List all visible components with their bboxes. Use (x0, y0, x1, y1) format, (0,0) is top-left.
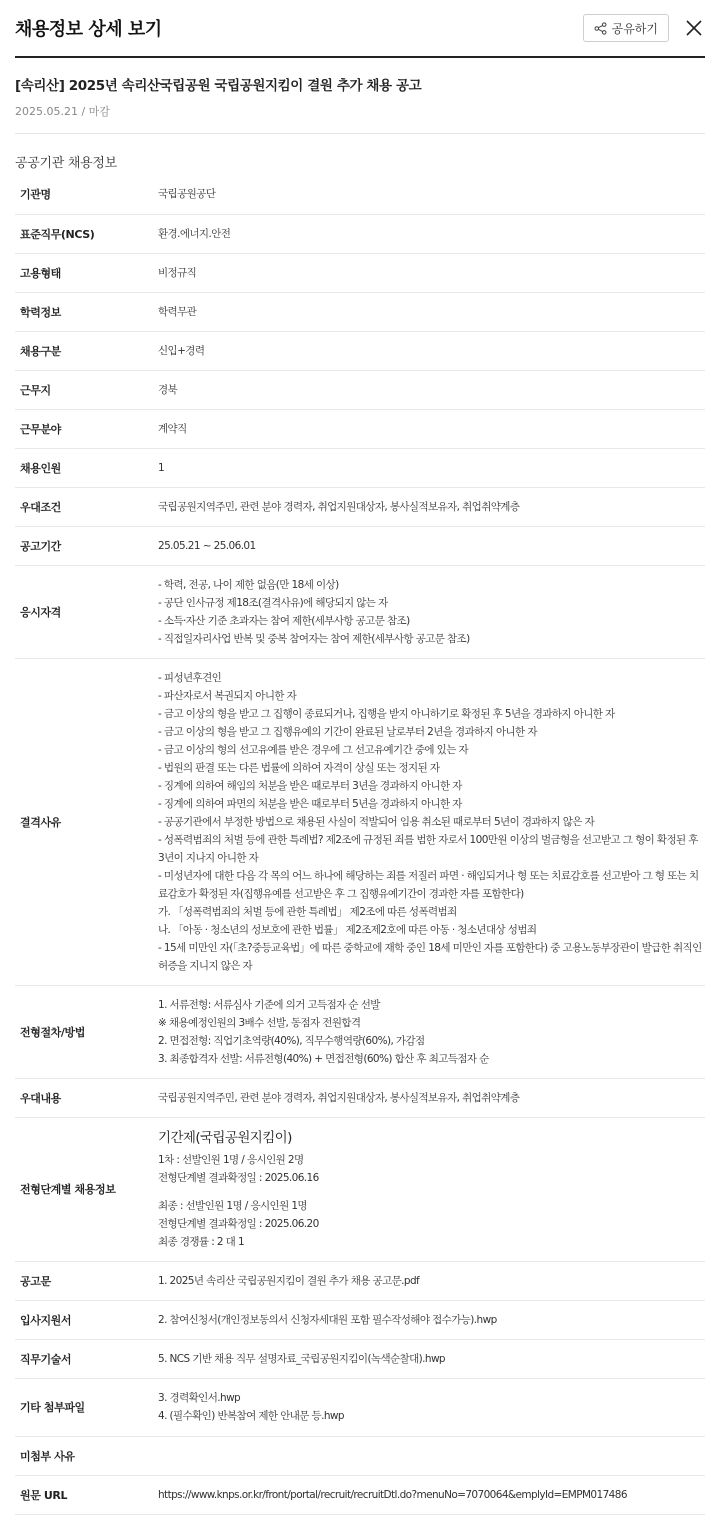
info-label: 공고기간 (20, 539, 61, 553)
info-label: 전형절차/방법 (20, 1025, 85, 1039)
info-label: 입사지원서 (20, 1313, 72, 1327)
info-value-line: - 피성년후견인 (158, 671, 222, 684)
info-value-line: 경북 (158, 383, 178, 396)
stage-final-line: 최종 : 선발인원 1명 / 응시인원 1명 (158, 1199, 307, 1212)
info-value-line: - 금고 이상의 형을 받고 그 집행이 종료되거나, 집행을 받지 아니하기로 확정된 후 5년을 경과하지 아니한 자 (158, 707, 615, 720)
info-value-line: - 공단 인사규정 제18조(결격사유)에 해당되지 않는 자 (158, 596, 388, 609)
info-label: 직무기술서 (20, 1352, 72, 1366)
info-row-source-url (15, 1475, 705, 1514)
info-value-line: 3. 최종합격자 선발: 서류전형(40%) + 면접전형(60%) 합산 후 최고득점자 순 (158, 1052, 489, 1065)
info-row-org-name (15, 175, 705, 214)
stage-final-line: 전형단계별 결과확정일 : 2025.06.20 (158, 1217, 319, 1230)
info-label: 전형단계별 채용정보 (20, 1183, 116, 1196)
info-label: 원문 URL (20, 1488, 68, 1502)
page-title: 채용정보 상세 보기 (15, 19, 162, 40)
info-value (158, 565, 705, 658)
info-value-line: - 금고 이상의 형의 선고유예를 받은 경우에 그 선고유예기간 중에 있는 자 (158, 743, 469, 756)
info-value-line: 나. 「아동 · 청소년의 성보호에 관한 법률」 제2조제2호에 따른 아동 · 청소년대상 성범죄 (158, 923, 537, 936)
info-value (158, 1117, 705, 1261)
info-row-preference-details (15, 1078, 705, 1117)
info-label: 응시자격 (20, 605, 61, 619)
info-label: 우대내용 (20, 1091, 61, 1105)
info-row-education (15, 292, 705, 331)
posting-meta: 2025.05.21 / 마감 (15, 105, 110, 118)
info-value (158, 1261, 705, 1300)
info-value (158, 292, 705, 331)
stage-final-line: 최종 경쟁률 : 2 대 1 (158, 1235, 245, 1248)
info-label: 채용구분 (20, 344, 61, 358)
info-row-ncs (15, 214, 705, 253)
info-value (158, 1300, 705, 1339)
info-value-line: 학력무관 (158, 305, 197, 318)
info-value (158, 985, 705, 1078)
info-value-line: ※ 채용예정인원의 3배수 선발, 동점자 전원합격 (158, 1016, 361, 1029)
info-label: 결격사유 (20, 815, 61, 829)
info-row-notice-file (15, 1261, 705, 1300)
info-table (15, 175, 705, 1515)
info-value-line: - 공공기관에서 부정한 방법으로 채용된 사실이 적발되어 임용 취소된 때로부터 5년이 경과하지 않은 자 (158, 815, 595, 828)
info-label: 근무지 (20, 383, 51, 397)
stage-heading: 기간제(국립공원지킴이) (158, 1129, 292, 1146)
info-value (158, 526, 705, 565)
info-value (158, 1078, 705, 1117)
info-row-missing-reason (15, 1436, 705, 1475)
info-value-line: - 미성년자에 대한 다음 각 목의 어느 하나에 해당하는 죄를 저질러 파면 · 해임되거나 형 또는 치료감호를 선고받아 그 형 또는 치료감호가 확정된 자(집행유예를 선고받은 후 그 집행유예기간이 경과한 자를 포함한다) (158, 869, 699, 900)
info-value-line: 환경.에너지.안전 (158, 227, 231, 240)
info-label: 채용인원 (20, 461, 61, 475)
attachment-link[interactable]: 4. (필수확인) 반복참여 제한 안내문 등.hwp (158, 1410, 344, 1422)
header-actions (583, 14, 705, 42)
share-button[interactable] (583, 14, 669, 42)
info-value-line: 비정규직 (158, 266, 197, 279)
info-value-line: 계약직 (158, 422, 187, 435)
info-value-line: 국립공원지역주민, 관련 분야 경력자, 취업지원대상자, 봉사실적보유자, 취업취약계층 (158, 1091, 520, 1104)
info-row-location (15, 370, 705, 409)
info-label: 학력정보 (20, 305, 61, 319)
info-label: 근무분야 (20, 422, 61, 436)
info-value-line: 신입+경력 (158, 344, 205, 357)
info-row-other-attachments (15, 1378, 705, 1436)
info-value-line: 2. 면접전형: 직업기초역량(40%), 직무수행역량(60%), 가감점 (158, 1034, 425, 1047)
info-label: 표준직무(NCS) (20, 227, 95, 241)
share-icon (594, 22, 607, 35)
info-value (158, 1339, 705, 1378)
info-label: 기관명 (20, 188, 51, 202)
page-header (15, 0, 705, 58)
info-value (158, 331, 705, 370)
attachment-link[interactable]: 1. 2025년 속리산 국립공원지킴이 결원 추가 채용 공고문.pdf (158, 1274, 420, 1287)
close-icon (685, 19, 703, 37)
info-value-line: 1 (158, 461, 165, 474)
stage-first-line: 1차 : 선발인원 1명 / 응시인원 2명 (158, 1153, 304, 1166)
info-label: 고용형태 (20, 266, 61, 280)
close-button[interactable] (683, 17, 705, 39)
info-value-line: - 직접일자리사업 반복 및 중복 참여자는 참여 제한(세부사항 공고문 참조) (158, 632, 470, 645)
info-value (158, 214, 705, 253)
info-value (158, 409, 705, 448)
info-row-eligibility (15, 565, 705, 658)
info-value-line: 1. 서류전형: 서류심사 기준에 의거 고득점자 순 선발 (158, 998, 380, 1011)
info-value-line: 25.05.21 ~ 25.06.01 (158, 539, 256, 552)
info-row-disqualification (15, 658, 705, 985)
info-row-preference-conditions (15, 487, 705, 526)
info-value-line: - 징계에 의하여 파면의 처분을 받은 때로부터 5년을 경과하지 아니한 자 (158, 797, 462, 810)
info-value-line: - 15세 미만인 자(「초?중등교육법」에 따른 중학교에 재학 중인 18세 미만인 자를 포함한다) 중 고용노동부장관이 발급한 취직인허증을 지니지 않은 자 (158, 941, 702, 972)
info-value (158, 1378, 705, 1436)
attachment-link[interactable]: https://www.knps.or.kr/front/portal/recruit/recruitDtl.do?menuNo=7070064&emplyId=EMPM017486 (158, 1488, 627, 1501)
posting-summary (15, 58, 705, 134)
info-value (158, 1475, 705, 1514)
attachment-link[interactable]: 3. 경력확인서.hwp (158, 1392, 241, 1404)
info-value-line: - 성폭력범죄의 처벌 등에 관한 특례법? 제2조에 규정된 죄를 범한 자로서 100만원 이상의 벌금형을 선고받고 그 형이 확정된 후 3년이 지나지 아니한 자 (158, 833, 698, 864)
section-title: 공공기관 채용정보 (15, 156, 117, 171)
info-value (158, 658, 705, 985)
info-row-application-form (15, 1300, 705, 1339)
info-value-line: - 금고 이상의 형을 받고 그 집행유예의 기간이 완료된 날로부터 2년을 경과하지 아니한 자 (158, 725, 537, 738)
info-row-hire-type (15, 331, 705, 370)
posting-title: [속리산] 2025년 속리산국립공원 국립공원지킴이 결원 추가 채용 공고 (15, 78, 422, 94)
info-value (158, 370, 705, 409)
info-label: 공고문 (20, 1274, 51, 1288)
info-value (158, 487, 705, 526)
info-value (158, 1436, 705, 1475)
info-value-line: - 학력, 전공, 나이 제한 없음(만 18세 이상) (158, 578, 339, 591)
attachment-link[interactable]: 5. NCS 기반 채용 직무 설명자료_국립공원지킴이(녹색순찰대).hwp (158, 1352, 445, 1365)
share-button-label: 공유하기 (611, 21, 658, 36)
info-value-line: 국립공원공단 (158, 188, 216, 201)
info-value (158, 175, 705, 214)
info-value-line: - 소득·자산 기준 초과자는 참여 제한(세부사항 공고문 참조) (158, 614, 410, 627)
info-value-line: 국립공원지역주민, 관련 분야 경력자, 취업지원대상자, 봉사실적보유자, 취업취약계층 (158, 500, 520, 513)
info-label: 미첨부 사유 (20, 1449, 75, 1463)
info-value (158, 448, 705, 487)
stage-first-line: 전형단계별 결과확정일 : 2025.06.16 (158, 1171, 319, 1184)
info-row-selection-process (15, 985, 705, 1078)
info-row-employment-type (15, 253, 705, 292)
info-value-line: 가. 「성폭력범죄의 처벌 등에 관한 특례법」 제2조에 따른 성폭력범죄 (158, 905, 457, 918)
info-label: 기타 첨부파일 (20, 1401, 85, 1414)
info-row-work-field (15, 409, 705, 448)
info-value (158, 253, 705, 292)
info-row-headcount (15, 448, 705, 487)
info-value-line: - 법원의 판결 또는 다른 법률에 의하여 자격이 상실 또는 정지된 자 (158, 761, 440, 774)
info-value-line: - 파산자로서 복권되지 아니한 자 (158, 689, 297, 702)
info-row-stage-info (15, 1117, 705, 1261)
info-label: 우대조건 (20, 500, 61, 514)
info-row-posting-period (15, 526, 705, 565)
info-row-job-description-file (15, 1339, 705, 1378)
attachment-link[interactable]: 2. 참여신청서(개인정보동의서 신청자세대원 포함 필수작성해야 접수가능).hwp (158, 1313, 497, 1326)
info-value-line: - 징계에 의하여 해임의 처분을 받은 때로부터 3년을 경과하지 아니한 자 (158, 779, 462, 792)
